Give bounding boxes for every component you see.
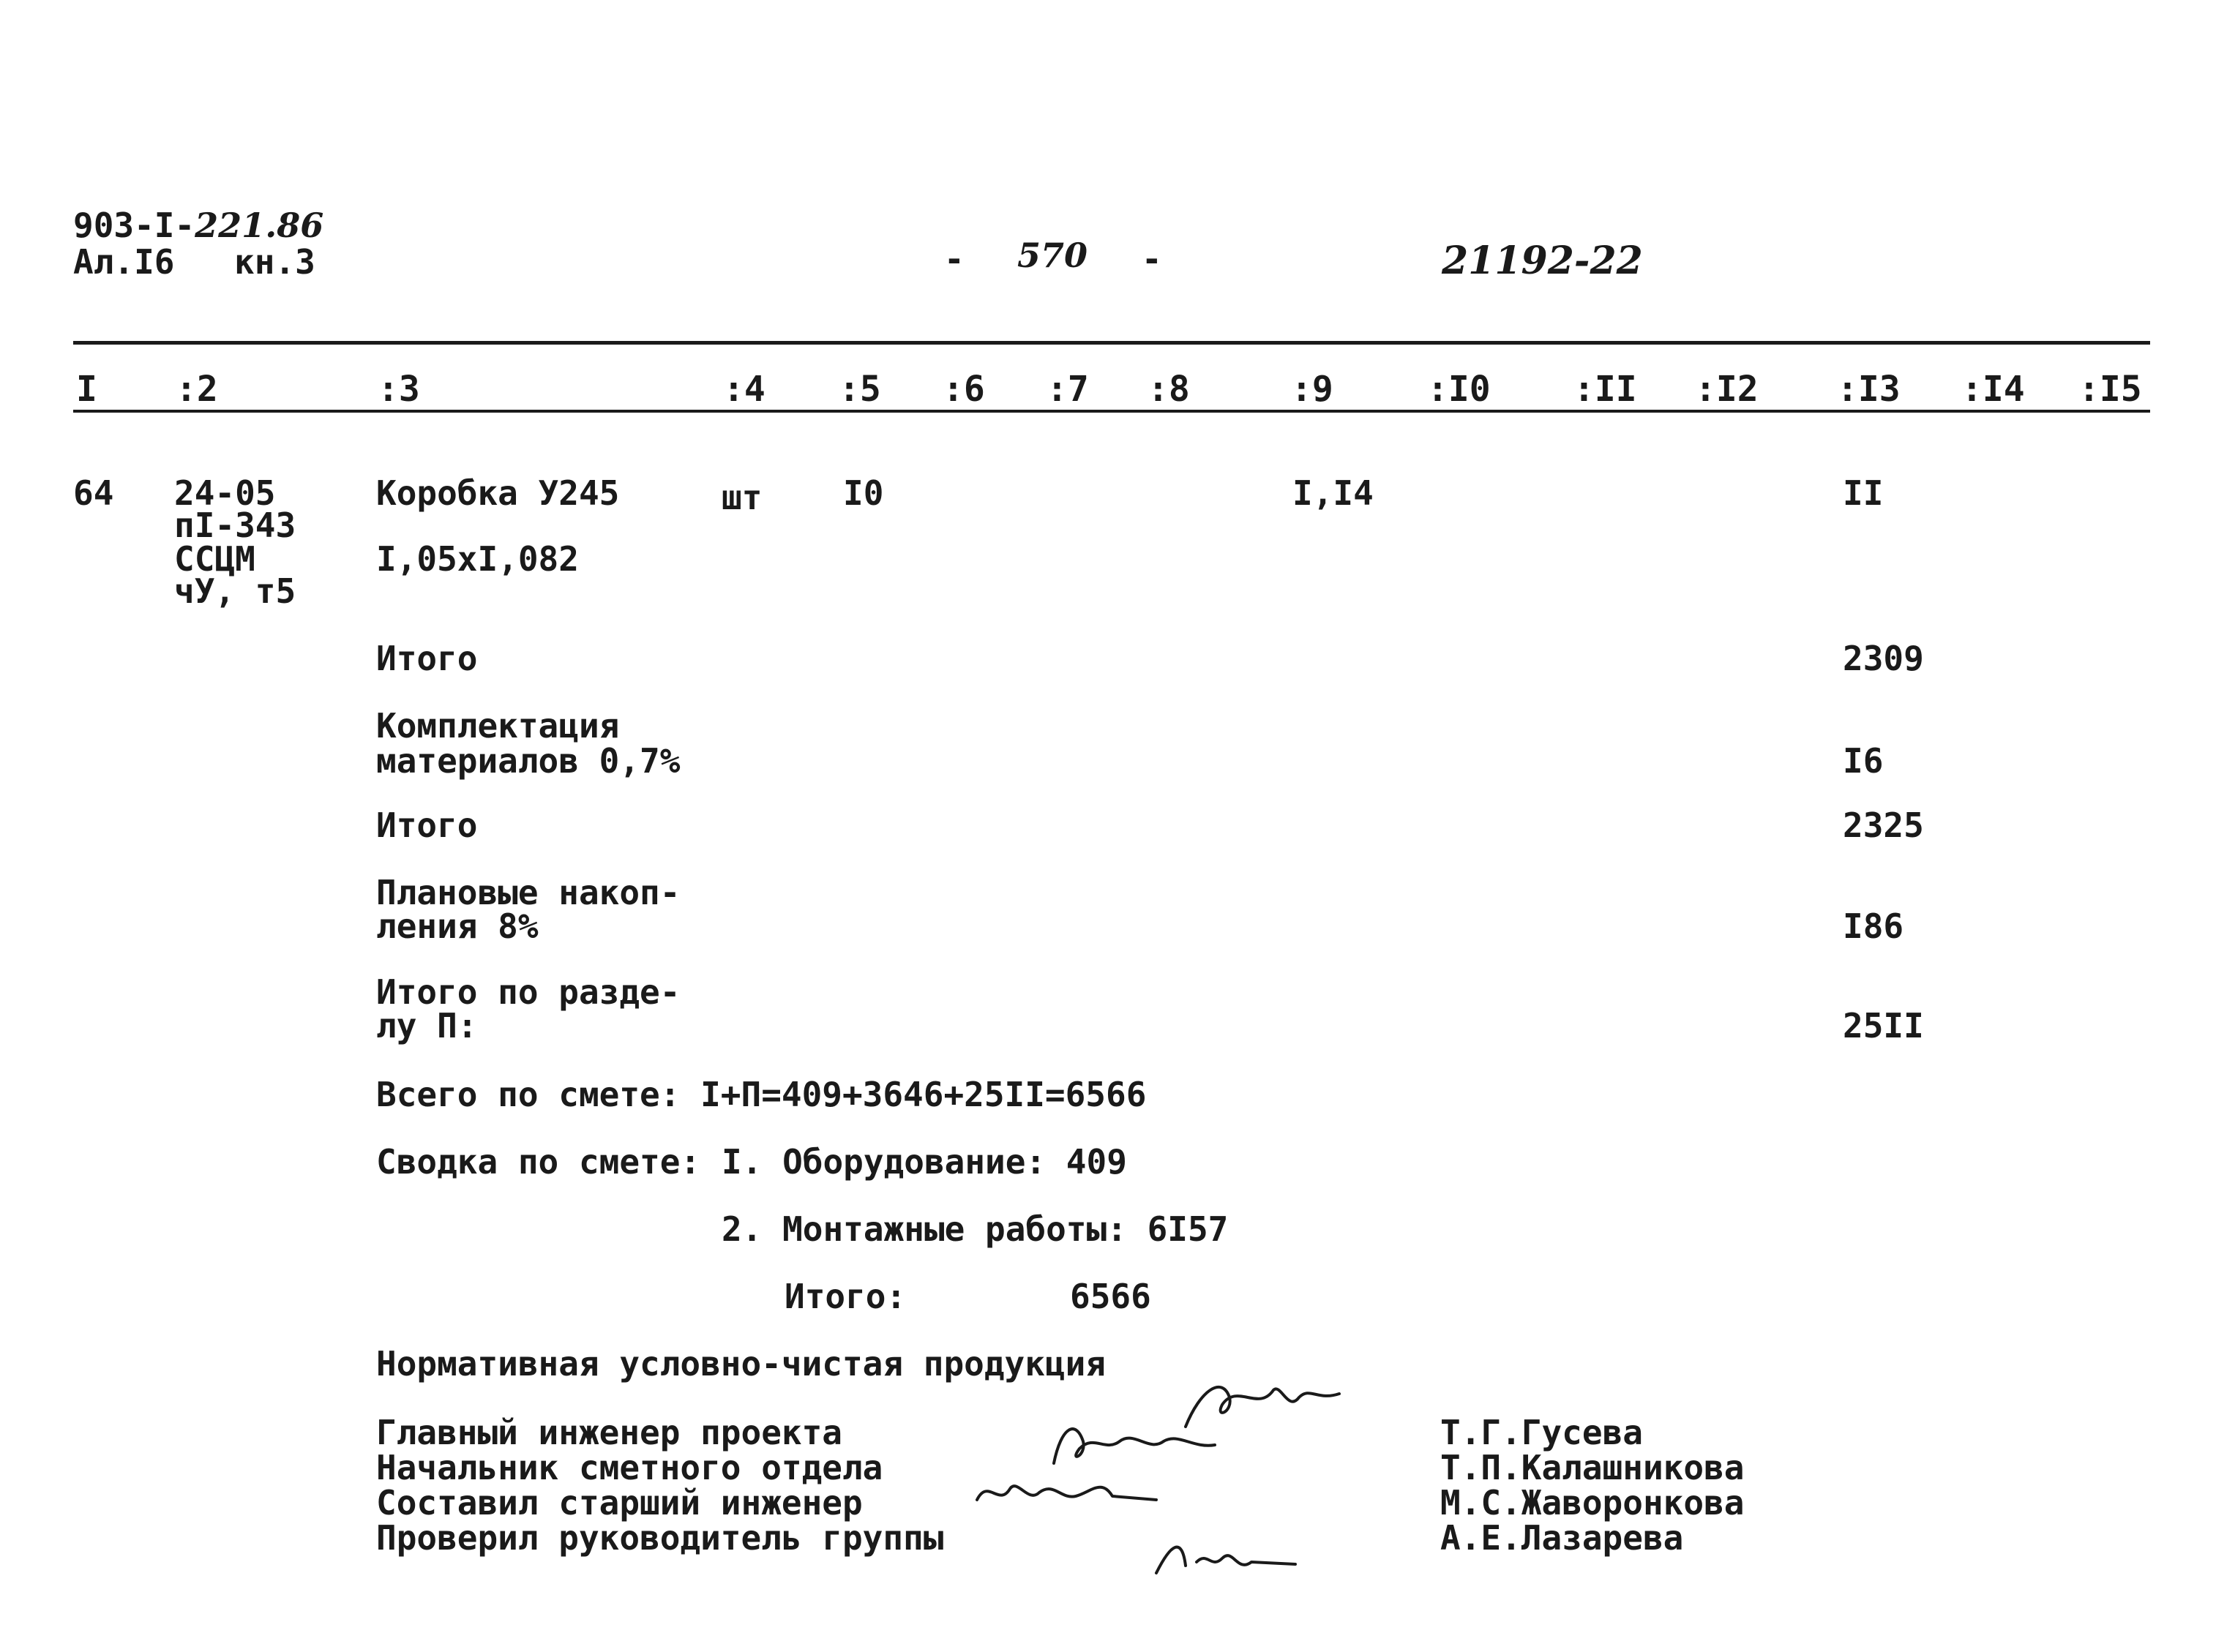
col-head-11: :II: [1573, 369, 1637, 410]
item-coefficient: I,05xI,082: [376, 539, 579, 579]
album-label: Ал.I6: [73, 242, 175, 282]
item-code-line3: ССЦМ: [174, 539, 255, 579]
col-head-8: :8: [1148, 369, 1190, 410]
signatory-role-4: Проверил руководитель группы: [376, 1518, 944, 1558]
col-head-4: :4: [723, 369, 766, 410]
col-head-6: :6: [943, 369, 985, 410]
item-number: 64: [73, 473, 114, 513]
item-unit: шт: [722, 478, 763, 517]
summary-section-label-1: Итого по разде-: [376, 972, 681, 1012]
sheet-code: 21192-22: [1442, 239, 1643, 283]
signatory-name-3: М.С.Жаворонкова: [1440, 1483, 1745, 1523]
breakdown-subtotal-label: Итого:: [785, 1277, 907, 1316]
summary-subtotal-value: 2309: [1843, 639, 1924, 678]
grand-total: Всего по смете: I+П=409+3646+25II=6566: [376, 1075, 1147, 1114]
item-code-line2: пI-343: [174, 506, 296, 545]
col-head-1: I: [76, 369, 97, 410]
summary-subtotal-label: Итого: [376, 639, 478, 678]
signatory-role-3: Составил старший инженер: [376, 1483, 863, 1523]
summary-subtotal2-label: Итого: [376, 806, 478, 845]
summary-subtotal2-value: 2325: [1843, 806, 1924, 845]
item-name: Коробка У245: [376, 473, 620, 513]
item-code-line1: 24-05: [174, 473, 276, 513]
col-head-15: :I5: [2078, 369, 2142, 410]
item-price: I,I4: [1292, 473, 1374, 513]
col-head-9: :9: [1291, 369, 1333, 410]
col-head-3: :3: [378, 369, 420, 410]
book-label: кн.3: [234, 242, 315, 282]
breakdown-title: Сводка по смете:: [376, 1142, 701, 1182]
summary-section-value: 25II: [1843, 1006, 1924, 1045]
col-head-13: :I3: [1837, 369, 1901, 410]
item-quantity: I0: [843, 473, 884, 513]
signatory-name-4: А.Е.Лазарева: [1440, 1518, 1684, 1558]
signatory-name-2: Т.П.Калашникова: [1440, 1448, 1745, 1487]
col-head-14: :I4: [1961, 369, 2025, 410]
col-head-7: :7: [1047, 369, 1089, 410]
page-dash-left: -: [944, 239, 965, 279]
col-head-12: :I2: [1695, 369, 1759, 410]
summary-completion-value: I6: [1843, 741, 1884, 781]
page-number: 570: [1017, 236, 1088, 275]
product-note: Нормативная условно-чистая продукция: [376, 1344, 1106, 1383]
breakdown-subtotal-value: 6566: [1070, 1277, 1151, 1316]
signatory-role-2: Начальник сметного отдела: [376, 1448, 883, 1487]
item-code-line4: чУ, т5: [174, 571, 296, 611]
summary-completion-label-2: материалов 0,7%: [376, 741, 681, 781]
page-dash-right: -: [1142, 239, 1162, 279]
summary-section-label-2: лу П:: [376, 1006, 478, 1045]
item-total: II: [1843, 473, 1884, 513]
summary-planned-label-1: Плановые накоп-: [376, 873, 681, 912]
signature-4: [1142, 1529, 1317, 1588]
breakdown-installation: 2. Монтажные работы: 6I57: [722, 1209, 1229, 1249]
doc-code: [73, 208, 323, 243]
signatory-role-1: Главный инженер проекта: [376, 1413, 842, 1452]
col-head-10: :I0: [1427, 369, 1491, 410]
summary-completion-label-1: Комплектация: [376, 706, 620, 746]
breakdown-equipment: I. Оборудование: 409: [722, 1142, 1127, 1182]
signature-3: [966, 1463, 1186, 1522]
signatory-name-1: Т.Г.Гусева: [1440, 1413, 1643, 1452]
col-head-2: :2: [176, 369, 218, 410]
header-rule: [73, 410, 2150, 413]
col-head-5: :5: [839, 369, 881, 410]
summary-planned-value: I86: [1843, 906, 1904, 946]
summary-planned-label-2: ления 8%: [376, 906, 539, 946]
doc-code-prefix: 903-I-: [73, 206, 195, 245]
doc-code-handwritten: 221.86: [195, 206, 324, 245]
top-rule: [73, 341, 2150, 345]
